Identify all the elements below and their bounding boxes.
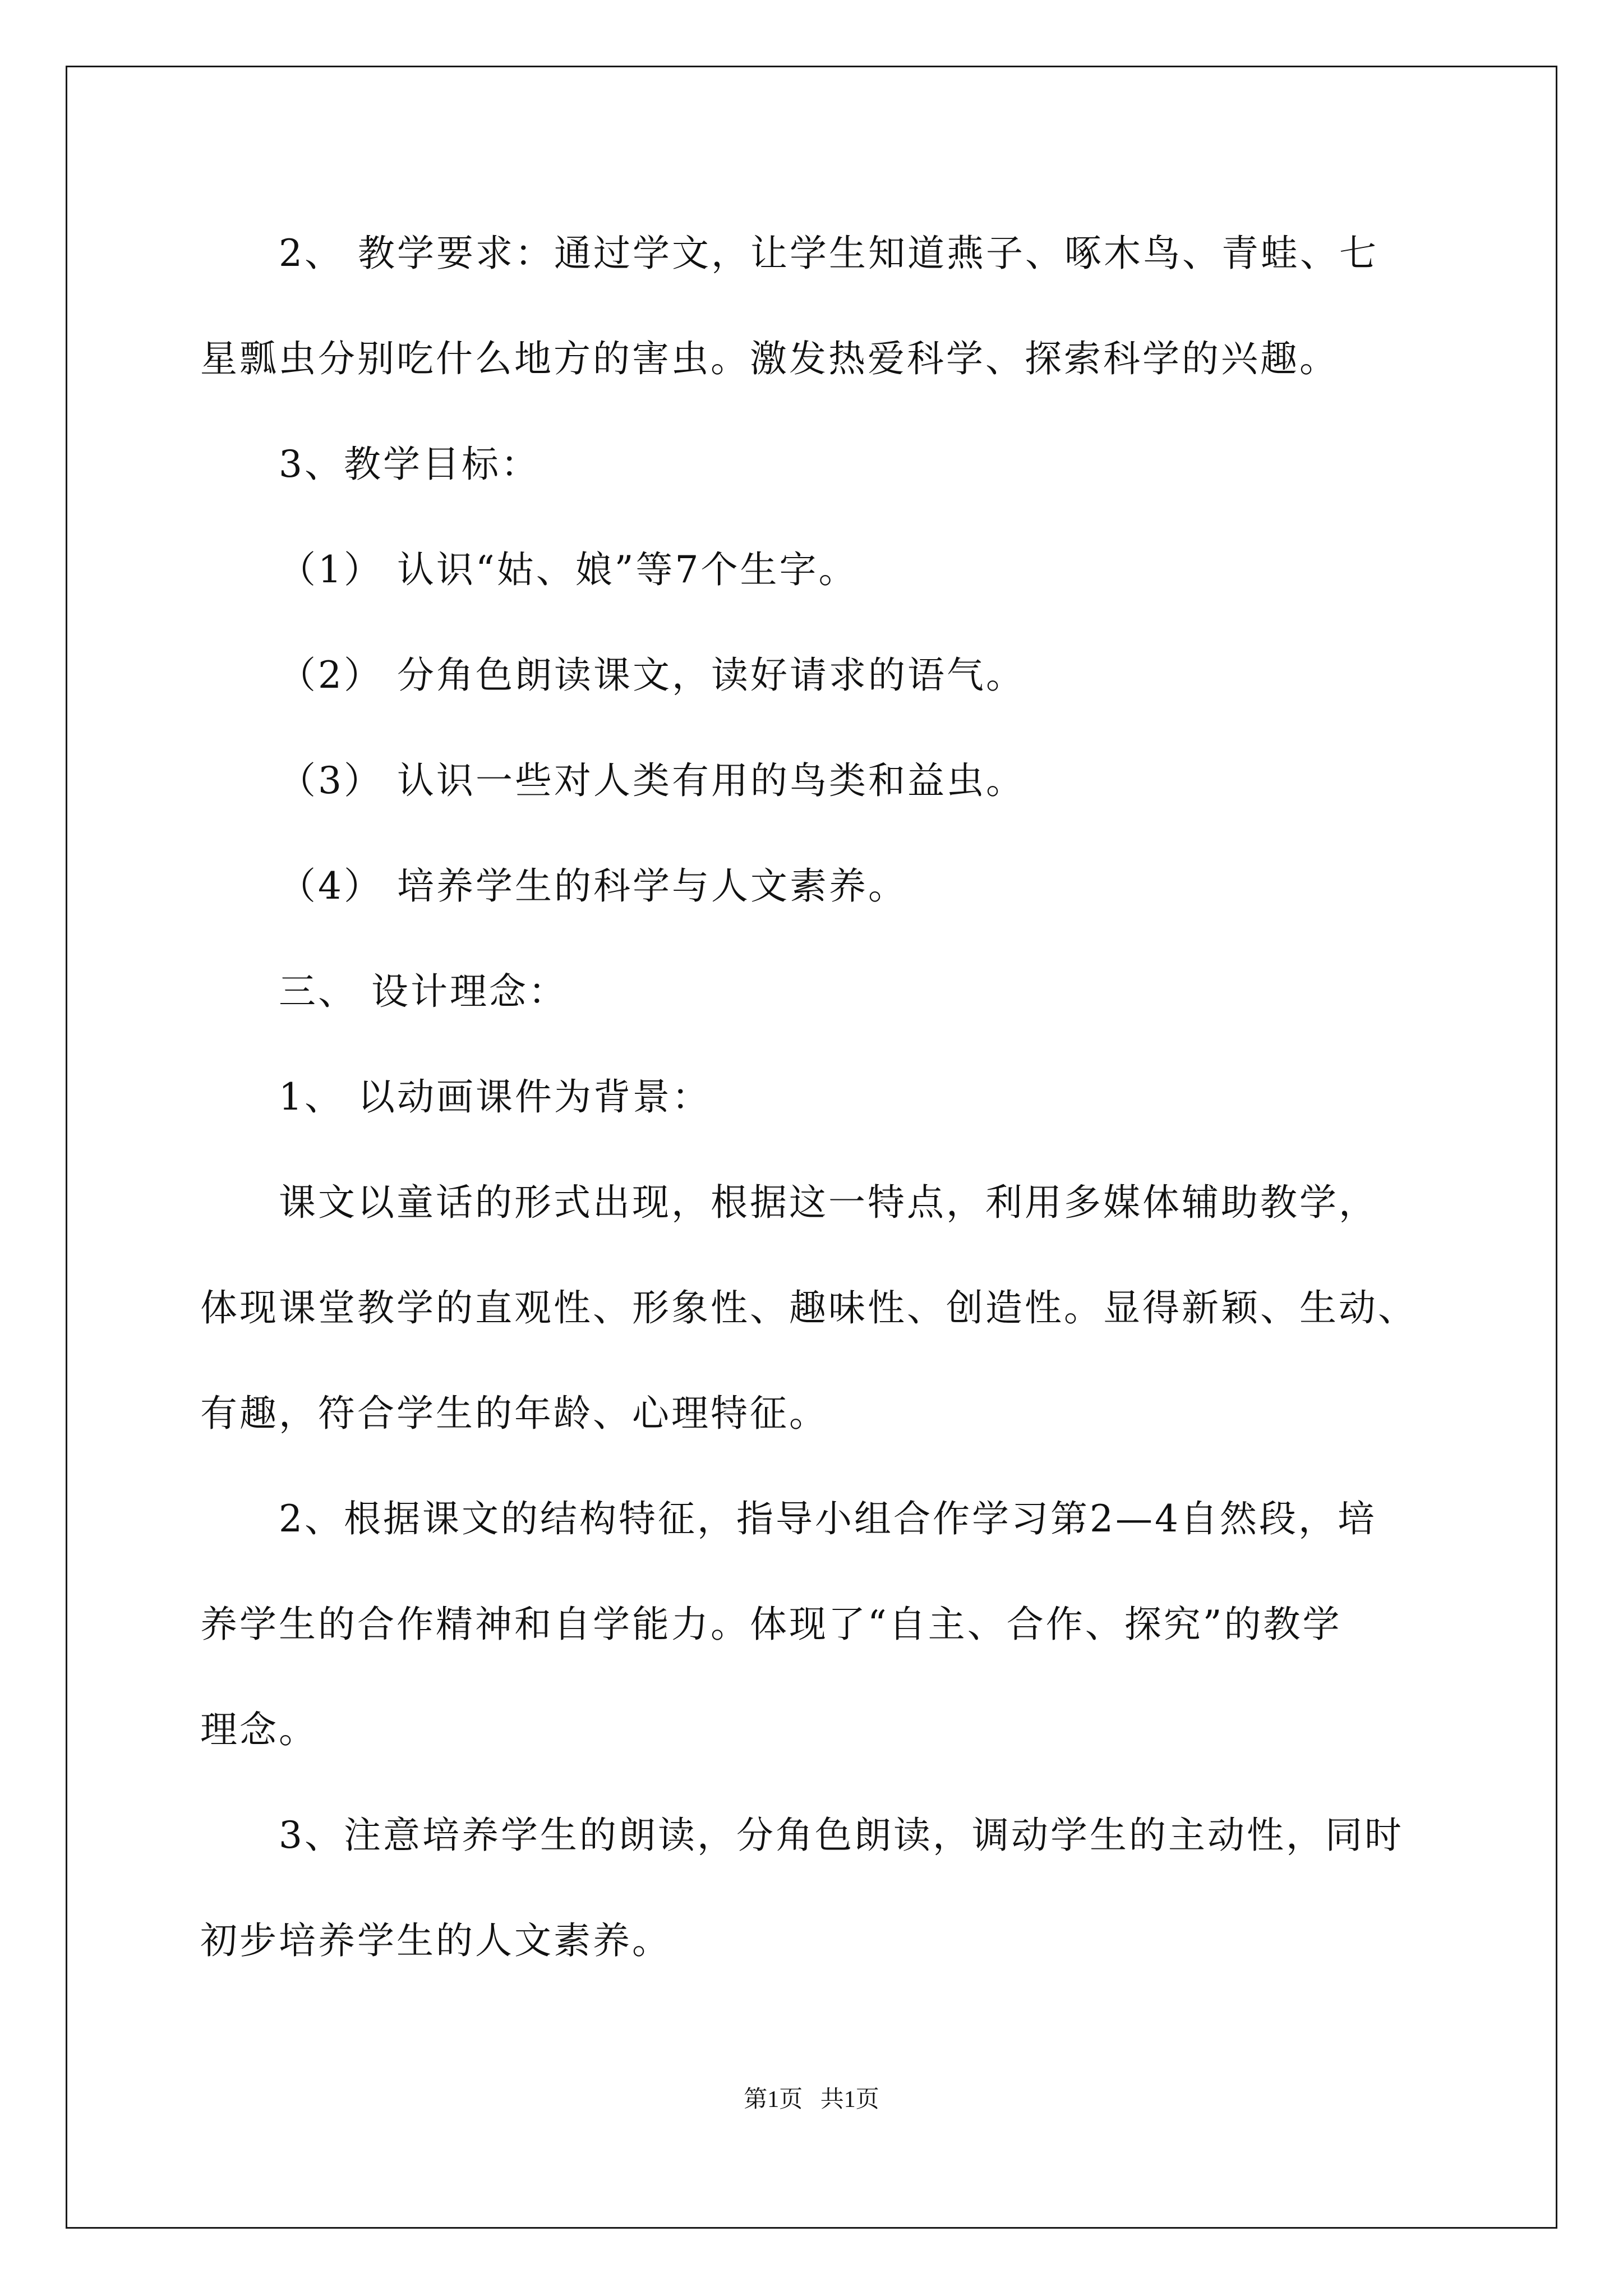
paragraph-line: 3、注意培养学生的朗读，分角色朗读，调动学生的主动性，同时	[279, 1814, 1404, 1857]
paragraph-line: 3、教学目标：	[279, 443, 540, 486]
paragraph-line: 体现课堂教学的直观性、形象性、趣味性、创造性。显得新颖、生动、	[200, 1286, 1417, 1329]
paragraph-line: 2、 教学要求：通过学文，让学生知道燕子、啄木鸟、青蛙、七	[279, 232, 1378, 275]
page-footer: 第1页 共1页	[744, 2087, 879, 2113]
list-item: （1） 认识“姑、娘”等7个生字。	[279, 548, 858, 591]
paragraph-line: 理念。	[200, 1708, 318, 1751]
paragraph-line: 有趣，符合学生的年龄、心理特征。	[200, 1392, 828, 1435]
list-item: （3） 认识一些对人类有用的鸟类和益虫。	[279, 759, 1025, 802]
subsection-heading: 1、 以动画课件为背景：	[279, 1075, 711, 1119]
section-heading: 三、 设计理念：	[279, 970, 568, 1013]
paragraph-line: 养学生的合作精神和自学能力。体现了“自主、合作、探究”的教学	[200, 1603, 1342, 1646]
paragraph-line: 课文以童话的形式出现，根据这一特点，利用多媒体辅助教学，	[279, 1181, 1378, 1224]
paragraph-line: 星瓢虫分别吃什么地方的害虫。激发热爱科学、探索科学的兴趣。	[200, 337, 1339, 380]
list-item: （4） 培养学生的科学与人文素养。	[279, 864, 907, 908]
paragraph-line: 2、根据课文的结构特征，指导小组合作学习第2—4自然段，培	[279, 1497, 1377, 1540]
list-item: （2） 分角色朗读课文，读好请求的语气。	[279, 654, 1025, 697]
page-border	[66, 66, 1557, 2229]
paragraph-line: 初步培养学生的人文素养。	[200, 1919, 671, 1962]
